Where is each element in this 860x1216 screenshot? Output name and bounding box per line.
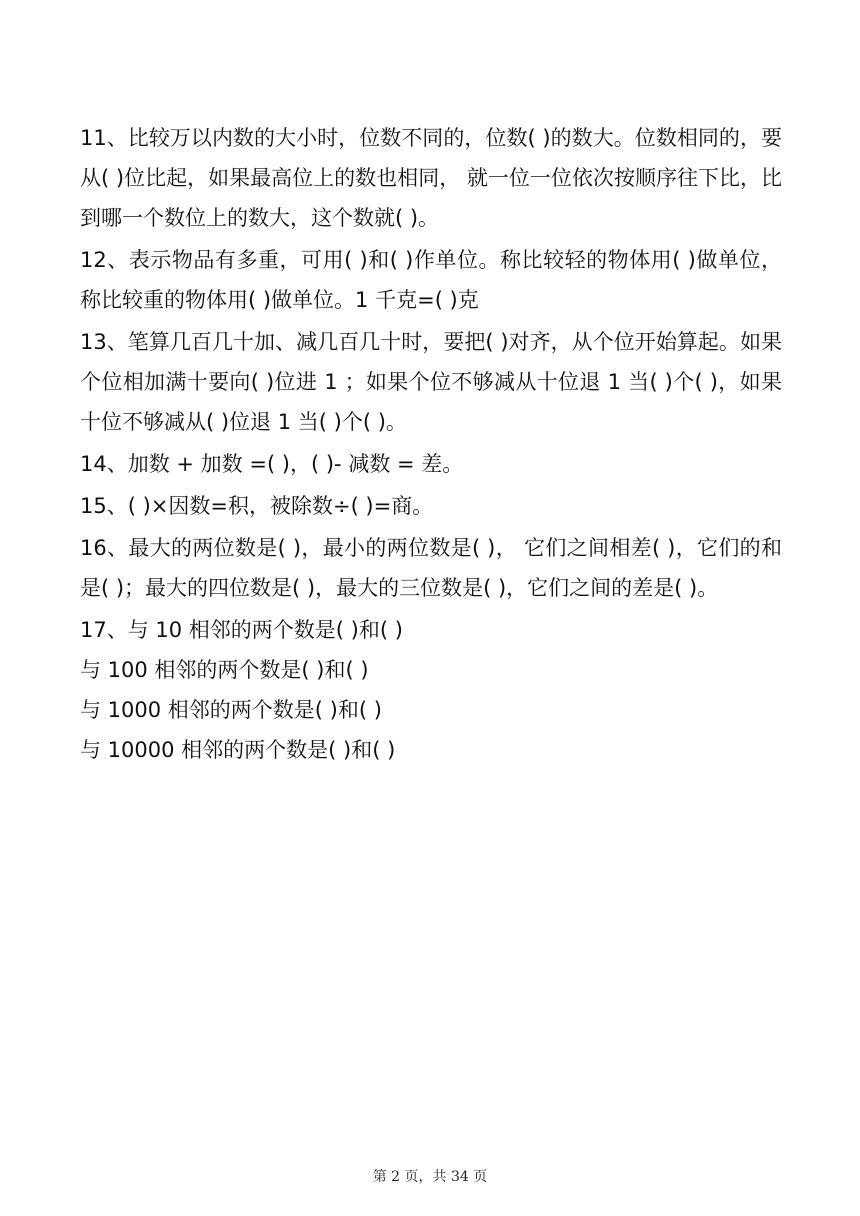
question-12: 12、表示物品有多重，可用( )和( )作单位。称比较轻的物体用( )做单位，称比较重的物体用( )做单位。1 千克=( )克 xyxy=(80,248,782,312)
question-17-line-10: 17、与 10 相邻的两个数是( )和( ) xyxy=(80,618,403,642)
question-17-line-10000: 与 10000 相邻的两个数是( )和( ) xyxy=(80,738,396,762)
question-17 xyxy=(80,610,782,770)
question-17-line-1000: 与 1000 相邻的两个数是( )和( ) xyxy=(80,698,382,722)
question-14: 14、加数 + 加数 =( )，( )- 减数 = 差。 xyxy=(80,452,464,476)
question-16: 16、最大的两位数是( )，最小的两位数是( )， 它们之间相差( )，它们的和是( )；最大的四位数是( )，最大的三位数是( )，它们之间的差是( )。 xyxy=(80,536,782,600)
document-page xyxy=(80,118,782,770)
question-11: 11、比较万以内数的大小时，位数不同的，位数( )的数大。位数相同的，要从( )位比起，如果最高位上的数也相同， 就一位一位依次按顺序往下比，比到哪一个数位上的数大，这个数就( )。 xyxy=(80,126,782,230)
page-footer: 第 2 页，共 34 页 xyxy=(372,1169,488,1185)
question-17-line-100: 与 100 相邻的两个数是( )和( ) xyxy=(80,658,369,682)
question-15: 15、( )×因数=积，被除数÷( )=商。 xyxy=(80,494,434,518)
question-13: 13、笔算几百几十加、减几百几十时，要把( )对齐，从个位开始算起。如果个位相加满十要向( )位进 1 ；如果个位不够减从十位退 1 当( )个( )，如果十位不够减从( )位退 1 当( )个( )。 xyxy=(80,330,782,434)
